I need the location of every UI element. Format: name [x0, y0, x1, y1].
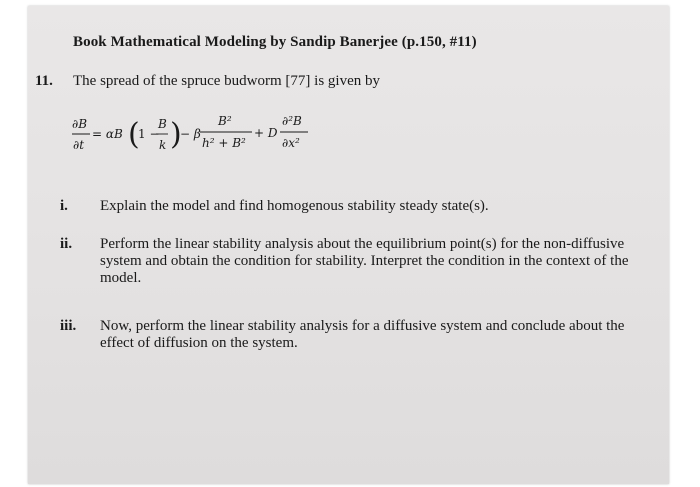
frac2-numerator: B²: [218, 114, 232, 128]
minus-beta: − β: [180, 127, 201, 141]
left-paren: (: [128, 117, 140, 152]
equals-alpha-b: = αB: [92, 127, 123, 141]
plus-d: + D: [254, 126, 278, 140]
item-number: i.: [60, 198, 68, 214]
frac1-numerator: B: [158, 117, 167, 131]
item-number: iii.: [60, 318, 77, 334]
frac2-denominator: h² + B²: [202, 136, 246, 150]
frac3-numerator: ∂²B: [282, 114, 302, 128]
item-text: Now, perform the linear stability analysis for a diffusive system and conclude about the effect of diffusion on the system.: [100, 318, 625, 351]
one-minus: 1 −: [138, 127, 160, 141]
lhs-denominator: ∂t: [73, 138, 85, 152]
budworm-equation: [72, 108, 332, 168]
list-item: [60, 236, 660, 287]
question-text: The spread of the spruce budworm [77] is given by: [73, 73, 381, 89]
document-title: Book Mathematical Modeling by Sandip Banerjee (p.150, #11): [73, 34, 477, 50]
list-item: [60, 198, 660, 215]
lhs-numerator: ∂B: [72, 117, 88, 131]
frac3-denominator: ∂x²: [282, 136, 300, 150]
frac1-denominator: k: [159, 138, 167, 152]
equation-svg: [72, 108, 332, 168]
right-paren: ): [170, 117, 182, 152]
question-number: 11.: [35, 73, 53, 89]
item-text: Explain the model and find homogenous stability steady state(s).: [100, 198, 489, 214]
item-number: ii.: [60, 236, 73, 252]
list-item: [60, 318, 660, 352]
item-text: Perform the linear stability analysis about the equilibrium point(s) for the non-diffusive system and obtain the condition for stability. Interpret the condition in the context of the model.: [100, 236, 629, 286]
